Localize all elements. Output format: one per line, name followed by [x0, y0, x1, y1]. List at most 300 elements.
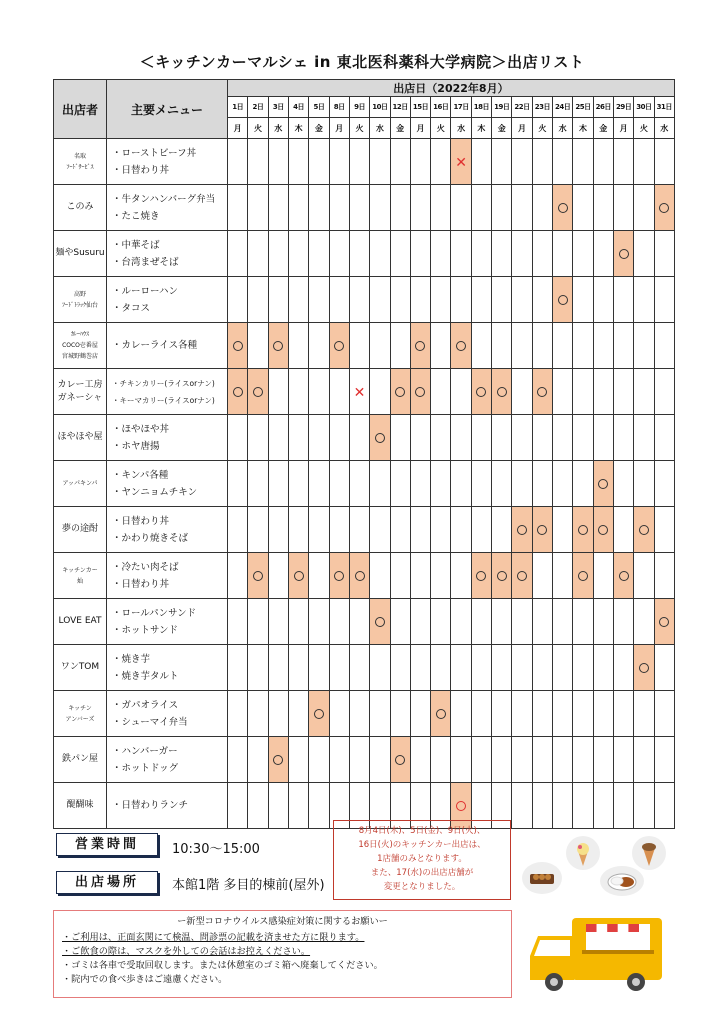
schedule-cell: [593, 369, 613, 415]
schedule-cell: [634, 507, 654, 553]
schedule-cell: [309, 323, 329, 369]
schedule-cell: [573, 415, 593, 461]
menu-item: ・牛タンハンバーグ弁当: [112, 193, 216, 205]
schedule-cell: [654, 277, 674, 323]
vendor-name: [54, 185, 107, 231]
schedule-cell: [309, 645, 329, 691]
schedule-cell: [248, 139, 268, 185]
open-circle-icon: [395, 755, 405, 765]
schedule-cell: [573, 599, 593, 645]
vendor-menu: [107, 231, 228, 277]
schedule-cell: [390, 323, 410, 369]
schedule-cell: [573, 323, 593, 369]
schedule-cell: [370, 553, 390, 599]
schedule-cell: [228, 369, 248, 415]
vendor-row: [54, 139, 675, 185]
open-circle-icon: [355, 571, 365, 581]
schedule-cell: [634, 553, 654, 599]
date-header: 5日: [309, 97, 329, 118]
schedule-cell: [431, 691, 451, 737]
menu-item: ・キーマカリー(ライスorナン): [112, 395, 215, 405]
schedule-cell: [613, 553, 633, 599]
menu-item: ・日替わり丼: [112, 578, 170, 590]
schedule-cell: [512, 783, 532, 829]
schedule-cell: [654, 737, 674, 783]
menu-item: ・日替わりランチ: [112, 800, 189, 811]
schedule-cell: [573, 369, 593, 415]
schedule-cell: [431, 185, 451, 231]
vendor-menu: [107, 323, 228, 369]
schedule-cell: [390, 415, 410, 461]
schedule-cell: [492, 139, 512, 185]
vendor-name-line: COCO壱番屋: [62, 342, 98, 349]
schedule-cell: [613, 461, 633, 507]
covid-rule: [62, 931, 503, 945]
weekday-header: 月: [410, 118, 430, 139]
date-header: 22日: [512, 97, 532, 118]
weekday-header: 水: [553, 118, 573, 139]
date-header: 19日: [492, 97, 512, 118]
schedule-cell: [370, 461, 390, 507]
vendor-menu: [107, 369, 228, 415]
schedule-cell: [654, 415, 674, 461]
schedule-cell: [532, 599, 552, 645]
covid-rule: [62, 959, 503, 973]
vendor-name: [54, 369, 107, 415]
vendor-row: [54, 185, 675, 231]
open-circle-icon: [659, 617, 669, 627]
schedule-cell: [390, 461, 410, 507]
schedule-cell: [268, 737, 288, 783]
curry-icon: [600, 866, 644, 896]
schedule-cell: [390, 599, 410, 645]
vendor-name-line: ﾌｰﾄﾞﾄﾗｯｸ仙台: [61, 301, 98, 309]
schedule-cell: [288, 231, 308, 277]
schedule-cell: [654, 553, 674, 599]
vendor-name: [54, 783, 107, 829]
vendor-menu: [107, 645, 228, 691]
schedule-cell: [593, 737, 613, 783]
schedule-cell: [268, 369, 288, 415]
open-circle-icon: [497, 387, 507, 397]
weekday-header: 水: [451, 118, 471, 139]
vendor-menu: [107, 507, 228, 553]
open-circle-icon: [375, 433, 385, 443]
menu-item: ・ほやほや丼: [112, 423, 170, 435]
menu-item: ・ルーローハン: [112, 285, 179, 297]
schedule-cell: [654, 691, 674, 737]
schedule-cell: [228, 185, 248, 231]
schedule-cell: [451, 737, 471, 783]
schedule-cell: [329, 323, 349, 369]
vendor-name: [54, 461, 107, 507]
schedule-cell: [593, 553, 613, 599]
weekday-header: 金: [492, 118, 512, 139]
schedule-cell: [512, 691, 532, 737]
schedule-cell: [431, 461, 451, 507]
vendor-row: [54, 323, 675, 369]
menu-item: ・かわり焼きそば: [112, 532, 189, 544]
vendor-name-line: 高野: [73, 290, 86, 298]
schedule-cell: [370, 139, 390, 185]
vendor-name-line: アンバーズ: [65, 715, 95, 723]
schedule-cell: [654, 369, 674, 415]
schedule-cell: [309, 783, 329, 829]
schedule-cell: [248, 461, 268, 507]
schedule-cell: [512, 185, 532, 231]
menu-item: ・カレーライス各種: [112, 340, 198, 351]
schedule-cell: [329, 645, 349, 691]
schedule-cell: [370, 691, 390, 737]
food-truck-illustration: [524, 910, 668, 996]
schedule-cell: [593, 277, 613, 323]
takoyaki-icon: [522, 862, 562, 894]
schedule-cell: [451, 461, 471, 507]
page-title: ＜キッチンカーマルシェ in 東北医科薬科大学病院＞出店リスト: [139, 53, 585, 71]
weekday-header: 木: [288, 118, 308, 139]
schedule-cell: [309, 139, 329, 185]
crepe-icon: [632, 836, 666, 870]
schedule-cell: [613, 369, 633, 415]
schedule-cell: [492, 277, 512, 323]
schedule-cell: [492, 185, 512, 231]
date-header: 3日: [268, 97, 288, 118]
schedule-cell: [553, 737, 573, 783]
schedule-cell: [654, 185, 674, 231]
schedule-cell: [410, 185, 430, 231]
schedule-cell: [532, 369, 552, 415]
notice-line: 1店舗のみとなります。: [377, 854, 467, 864]
schedule-cell: [451, 277, 471, 323]
menu-item: ・ホットドッグ: [112, 762, 179, 774]
schedule-cell: [431, 231, 451, 277]
schedule-cell: [410, 369, 430, 415]
schedule-cell: [268, 323, 288, 369]
date-header: 15日: [410, 97, 430, 118]
schedule-cell: [613, 645, 633, 691]
schedule-cell: [512, 645, 532, 691]
schedule-cell: [248, 737, 268, 783]
open-circle-icon: [253, 387, 263, 397]
menu-item: ・ロールパンサンド: [112, 607, 197, 619]
weekday-header: 水: [654, 118, 674, 139]
menu-item: ・チキンカリー(ライスorナン): [112, 378, 215, 388]
vendor-name-line: ｶﾚｰﾊｳｽ: [70, 331, 89, 338]
open-circle-icon: [497, 571, 507, 581]
open-circle-icon: [558, 295, 568, 305]
schedule-cell: [613, 691, 633, 737]
schedule-cell: [288, 139, 308, 185]
date-header: 4日: [288, 97, 308, 118]
schedule-cell: [654, 645, 674, 691]
open-circle-icon: [619, 571, 629, 581]
schedule-cell: [451, 599, 471, 645]
schedule-cell: [309, 231, 329, 277]
schedule-cell: [553, 553, 573, 599]
schedule-cell: [451, 185, 471, 231]
schedule-cell: [613, 737, 633, 783]
schedule-cell: [288, 507, 308, 553]
place-value: 本館1階 多目的棟前(屋外): [172, 878, 325, 893]
schedule-cell: [451, 369, 471, 415]
schedule-cell: [309, 415, 329, 461]
vendor-name-line: このみ: [66, 202, 94, 212]
date-header: 2日: [248, 97, 268, 118]
schedule-cell: [268, 691, 288, 737]
schedule-cell: [654, 783, 674, 829]
schedule-cell: [309, 507, 329, 553]
schedule-cell: [532, 277, 552, 323]
open-circle-icon: [456, 341, 466, 351]
schedule-cell: [593, 691, 613, 737]
open-circle-icon: [517, 525, 527, 535]
schedule-cell: [613, 139, 633, 185]
vendor-name-line: 醍醐味: [66, 800, 94, 810]
vendor-row: [54, 691, 675, 737]
schedule-cell: [532, 415, 552, 461]
header-shop: 出店者: [54, 80, 107, 139]
schedule-cell: [492, 461, 512, 507]
schedule-cell: [349, 553, 369, 599]
schedule-cell: [349, 369, 369, 415]
schedule-cell: [573, 185, 593, 231]
open-circle-icon: [537, 525, 547, 535]
open-circle-icon: [476, 571, 486, 581]
schedule-cell: [634, 461, 654, 507]
open-circle-icon: [334, 341, 344, 351]
schedule-cell: [349, 461, 369, 507]
place-label: 出店場所: [56, 871, 158, 894]
date-header: 8日: [329, 97, 349, 118]
schedule-cell: [410, 323, 430, 369]
schedule-cell: [613, 185, 633, 231]
vendor-name: [54, 277, 107, 323]
vendor-menu: [107, 553, 228, 599]
open-circle-icon: [273, 341, 283, 351]
date-header: 23日: [532, 97, 552, 118]
schedule-cell: [471, 231, 491, 277]
vendor-name: [54, 691, 107, 737]
schedule-cell: [431, 737, 451, 783]
schedule-cell: [268, 277, 288, 323]
schedule-cell: [370, 185, 390, 231]
date-header: 1日: [228, 97, 248, 118]
schedule-cell: [288, 323, 308, 369]
schedule-cell: [634, 737, 654, 783]
changed-circle-icon: [456, 801, 466, 811]
menu-item: ・台湾まぜそば: [112, 256, 179, 268]
schedule-cell: [593, 507, 613, 553]
vendor-name: [54, 323, 107, 369]
schedule-cell: [431, 599, 451, 645]
schedule-cell: [593, 185, 613, 231]
weekday-header: 水: [268, 118, 288, 139]
vendor-name-line: アッパキンパ: [62, 480, 98, 487]
schedule-cell: [431, 507, 451, 553]
schedule-cell: [573, 461, 593, 507]
schedule-cell: [553, 507, 573, 553]
menu-item: ・ハンバーガー: [112, 745, 178, 757]
schedule-cell: [370, 415, 390, 461]
open-circle-icon: [415, 387, 425, 397]
schedule-cell: [613, 415, 633, 461]
schedule-cell: [349, 645, 369, 691]
vendor-name-line: カレー工房: [57, 379, 103, 390]
schedule-cell: [553, 691, 573, 737]
curry-illustration: [600, 866, 644, 896]
schedule-cell: [431, 277, 451, 323]
schedule-cell: [492, 645, 512, 691]
covid-rule-text: ・ゴミは各車で受取回収します。または休憩室のゴミ箱へ廃棄してください。: [62, 960, 383, 971]
schedule-cell: [451, 139, 471, 185]
vendor-row: [54, 461, 675, 507]
schedule-cell: [431, 415, 451, 461]
schedule-cell: [268, 599, 288, 645]
schedule-cell: [410, 231, 430, 277]
schedule-cell: [390, 691, 410, 737]
vendor-name: [54, 645, 107, 691]
schedule-cell: [390, 185, 410, 231]
menu-item: ・ヤンニョムチキン: [112, 486, 198, 498]
schedule-cell: [451, 507, 471, 553]
schedule-cell: [613, 277, 633, 323]
schedule-cell: [451, 691, 471, 737]
weekday-header: 月: [512, 118, 532, 139]
schedule-cell: [248, 645, 268, 691]
schedule-cell: [512, 415, 532, 461]
schedule-cell: [309, 553, 329, 599]
vendor-name: [54, 599, 107, 645]
schedule-cell: [370, 645, 390, 691]
vendor-menu: [107, 783, 228, 829]
schedule-cell: [248, 369, 268, 415]
schedule-cell: [390, 277, 410, 323]
open-circle-icon: [436, 709, 446, 719]
weekday-header: 月: [329, 118, 349, 139]
menu-item: ・キンパ各種: [112, 469, 169, 481]
schedule-cell: [288, 691, 308, 737]
schedule-cell: [390, 139, 410, 185]
schedule-cell: [370, 369, 390, 415]
open-circle-icon: [578, 525, 588, 535]
date-header: 17日: [451, 97, 471, 118]
weekday-header: 火: [431, 118, 451, 139]
covid-title: ー新型コロナウイルス感染症対策に関するお願いー: [177, 916, 388, 927]
schedule-cell: [410, 461, 430, 507]
vendor-name-line: ほやほや屋: [57, 432, 103, 442]
open-circle-icon: [619, 249, 629, 259]
open-circle-icon: [415, 341, 425, 351]
schedule-cell: [390, 553, 410, 599]
weekday-header: 火: [349, 118, 369, 139]
schedule-cell: [349, 507, 369, 553]
schedule-cell: [329, 461, 349, 507]
schedule-cell: [593, 645, 613, 691]
schedule-cell: [634, 323, 654, 369]
schedule-cell: [553, 783, 573, 829]
vendor-name: [54, 139, 107, 185]
open-circle-icon: [334, 571, 344, 581]
crepe-illustration: [632, 836, 666, 870]
covid-notice: [53, 910, 512, 998]
schedule-cell: [654, 323, 674, 369]
open-circle-icon: [253, 571, 263, 581]
schedule-cell: [329, 553, 349, 599]
schedule-cell: [593, 783, 613, 829]
cancel-x-icon: ✕: [353, 385, 366, 401]
open-circle-icon: [517, 571, 527, 581]
schedule-cell: [248, 783, 268, 829]
schedule-cell: [492, 415, 512, 461]
vendor-menu: [107, 139, 228, 185]
weekday-header: 木: [471, 118, 491, 139]
schedule-cell: [268, 461, 288, 507]
schedule-cell: [553, 185, 573, 231]
schedule-cell: [248, 415, 268, 461]
open-circle-icon: [537, 387, 547, 397]
schedule-cell: [431, 369, 451, 415]
schedule-cell: [553, 645, 573, 691]
schedule-cell: [471, 369, 491, 415]
schedule-cell: [228, 277, 248, 323]
schedule-cell: [471, 507, 491, 553]
schedule-cell: [512, 139, 532, 185]
schedule-cell: [228, 415, 248, 461]
schedule-cell: [532, 645, 552, 691]
vendor-name: [54, 737, 107, 783]
schedule-cell: [654, 231, 674, 277]
icecream-icon: [566, 836, 600, 870]
schedule-cell: [410, 645, 430, 691]
schedule-cell: [431, 139, 451, 185]
schedule-cell: [573, 231, 593, 277]
menu-item: ・タコス: [112, 302, 151, 314]
schedule-cell: [370, 231, 390, 277]
menu-item: ・ガパオライス: [112, 699, 179, 711]
schedule-cell: [228, 645, 248, 691]
schedule-cell: [573, 277, 593, 323]
schedule-cell: [512, 599, 532, 645]
schedule-cell: [410, 553, 430, 599]
schedule-cell: [288, 737, 308, 783]
schedule-cell: [288, 461, 308, 507]
schedule-cell: [410, 139, 430, 185]
schedule-cell: [532, 323, 552, 369]
schedule-cell: [512, 369, 532, 415]
schedule-cell: [309, 691, 329, 737]
schedule-cell: [573, 645, 593, 691]
schedule-cell: [532, 553, 552, 599]
schedule-cell: [492, 553, 512, 599]
weekday-header: 月: [228, 118, 248, 139]
weekday-header: 水: [370, 118, 390, 139]
schedule-cell: [248, 599, 268, 645]
schedule-cell: [451, 231, 471, 277]
vendor-name: [54, 231, 107, 277]
schedule-cell: [268, 553, 288, 599]
covid-rule-text: ・ご利用は、正面玄関にて検温、問診票の記載を済ませた方に限ります。: [62, 932, 365, 943]
schedule-cell: [248, 231, 268, 277]
schedule-cell: [431, 645, 451, 691]
vendor-name-line: 鉄パン屋: [61, 754, 98, 764]
schedule-cell: [390, 231, 410, 277]
vendor-row: [54, 507, 675, 553]
takoyaki-illustration: [522, 862, 562, 894]
open-circle-icon: [273, 755, 283, 765]
schedule-cell: [228, 553, 248, 599]
schedule-cell: [532, 139, 552, 185]
vendor-name: [54, 553, 107, 599]
